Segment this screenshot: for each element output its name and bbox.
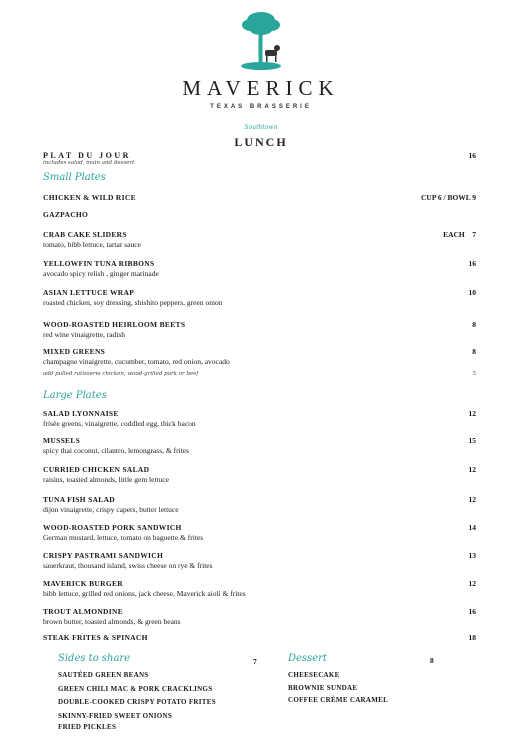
menu-item: GAZPACHO <box>43 210 89 219</box>
menu-item: ASIAN LETTUCE WRAP 10 roasted chicken, soy dressing, shishito peppers, green onion <box>43 288 476 307</box>
menu-item: MIXED GREENS 8 champagne vinaigrette, cucumber, tomato, red onion, avocado <box>43 347 476 366</box>
menu-item: WOOD-ROASTED PORK SANDWICH 14 German mustard, lettuce, tomato on baguette & frites <box>43 523 476 542</box>
list-item: SKINNY-FRIED SWEET ONIONS <box>58 711 173 720</box>
list-item: BROWNIE SUNDAE <box>288 683 358 692</box>
menu-item: WOOD-ROASTED HEIRLOOM BEETS 8 red wine vinaigrette, radish <box>43 320 476 339</box>
sides-heading: Sides to share <box>58 653 131 664</box>
brand-subtitle: TEXAS BRASSERIE <box>210 104 312 110</box>
list-item: COFFEE CRÈME CARAMEL <box>288 696 389 704</box>
menu-item: MUSSELS 15 spicy thai coconut, cilantro, lemongrass, & frites <box>43 436 476 455</box>
menu-title: LUNCH <box>234 135 288 149</box>
dessert-price: 8 <box>430 656 434 665</box>
menu-item: MAVERICK BURGER 12 bibb lettuce, grilled red onions, jack cheese, Maverick aioli & frites <box>43 579 476 598</box>
dessert-heading: Dessert <box>288 653 327 664</box>
plat-du-jour <box>43 151 476 166</box>
palm-tree-goat-icon <box>233 10 289 72</box>
brand-location: Southtown <box>244 124 278 131</box>
plat-title: PLAT DU JOUR <box>43 151 131 160</box>
menu-item: YELLOWFIN TUNA RIBBONS 16 avocado spicy relish , ginger marinade <box>43 259 476 278</box>
list-item: FRIED PICKLES <box>58 723 117 731</box>
menu-item: SALAD LYONNAISE 12 frisée greens, vinaigrette, coddled egg, thick bacon <box>43 409 476 428</box>
list-item: CHEESECAKE <box>288 671 340 679</box>
sides-list <box>58 669 216 732</box>
list-item: SAUTÉED GREEN BEANS <box>58 671 149 679</box>
brand-name: MAVERICK <box>182 76 340 100</box>
menu-item: CHICKEN & WILD RICE CUP 6 / BOWL 9 <box>43 193 476 202</box>
menu-item: TUNA FISH SALAD 12 dijon vinaigrette, crispy capers, butter lettuce <box>43 495 476 514</box>
small-plates-heading: Small Plates <box>43 172 106 183</box>
menu-item: TROUT ALMONDINE 16 brown butter, toasted almonds, & green beans <box>43 607 476 626</box>
menu-item: CRAB CAKE SLIDERS EACH 7 tomato, bibb lettuce, tartar sauce <box>43 230 476 249</box>
sides-price: 7 <box>253 657 257 666</box>
large-plates-heading: Large Plates <box>43 390 107 401</box>
plat-price: 16 <box>468 151 476 160</box>
addon-note: add pulled rotisserie chicken, wood-grilled pork or beef 5 <box>43 371 476 377</box>
dessert-list <box>288 669 388 707</box>
menu-item: CRISPY PASTRAMI SANDWICH 13 sauerkraut, thousand island, swiss cheese on rye & frites <box>43 551 476 570</box>
menu-item: CURRIED CHICKEN SALAD 12 raisins, toasted almonds, little gem lettuce <box>43 465 476 484</box>
list-item: DOUBLE-COOKED CRISPY POTATO FRITES <box>58 698 216 706</box>
list-item: GREEN CHILI MAC & PORK CRACKLINGS <box>58 684 213 693</box>
plat-note: includes salad, main and dessert <box>43 160 135 166</box>
menu-item: STEAK FRITES & SPINACH 18 <box>43 633 476 642</box>
